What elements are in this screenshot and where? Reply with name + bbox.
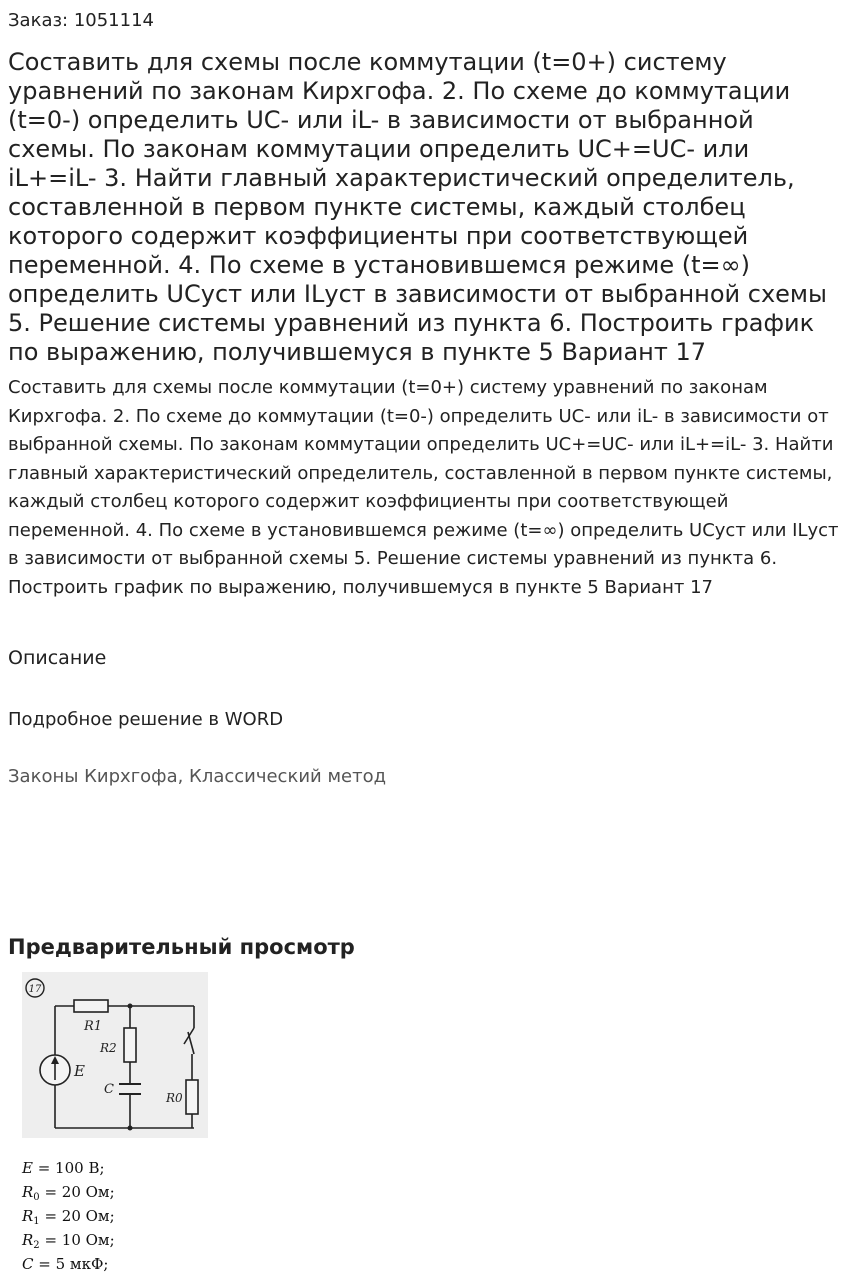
junction-top <box>128 1004 133 1009</box>
parameter-list <box>22 1156 115 1276</box>
voltage-source-label: E <box>74 1062 85 1080</box>
capacitor-label: C <box>104 1082 114 1097</box>
variant-badge-label: 17 <box>28 984 42 995</box>
order-number: Заказ: 1051114 <box>8 10 154 31</box>
diagram-background <box>22 972 208 1138</box>
param-r0: $R_0 = 20$ Ом; <box>22 1183 115 1203</box>
resistor-r2 <box>124 1028 136 1062</box>
task-title: Составить для схемы после коммутации (t=0+) систему уравнений по законам Кирхгофа. 2. По схеме до коммутации (t=0-) определить UC- или iL- в зависимости от выбранной схемы. По законам коммутации определить UC+=UC- или iL+=iL- 3. Найти главный характеристический определитель, составленной в первом пункте системы, каждый столбец которого содержит коэффициенты при соответствующей переменной. 4. По схеме в установившемся режиме (t=∞) определить UCуст или ILуст в зависимости от выбранной схемы 5. Решение системы уравнений из пункта 6. Построить график по выражению, получившемуся в пункте 5 Вариант 17 <box>8 48 827 366</box>
resistor-r1-label: R1 <box>84 1019 103 1034</box>
description-value: Подробное решение в WORD <box>8 709 284 730</box>
param-e: E = 100 В; <box>22 1159 105 1177</box>
param-c: C = 5 мкФ; <box>22 1255 109 1273</box>
circuit-diagram <box>22 972 208 1138</box>
task-description: Составить для схемы после коммутации (t=0+) систему уравнений по законам Кирхгофа. 2. По схеме до коммутации (t=0-) определить UC- или iL- в зависимости от выбранной схемы. По законам коммутации определить UC+=UC- или iL+=iL- 3. Найти главный характеристический определитель, составленной в первом пункте системы, каждый столбец которого содержит коэффициенты при соответствующей переменной. 4. По схеме в установившемся режиме (t=∞) определить UCуст или ILуст в зависимости от выбранной схемы 5. Решение системы уравнений из пункта 6. Построить график по выражению, получившемуся в пункте 5 Вариант 17 <box>8 377 839 598</box>
resistor-r1 <box>74 1000 108 1012</box>
param-r1: $R_1 = 20$ Ом; <box>22 1207 115 1227</box>
description-label: Описание <box>8 647 107 669</box>
preview-heading: Предварительный просмотр <box>8 935 355 959</box>
junction-bottom <box>128 1126 133 1131</box>
resistor-r0 <box>186 1080 198 1114</box>
tags-line: Законы Кирхгофа, Классический метод <box>8 766 387 787</box>
param-r2: $R_2 = 10$ Ом; <box>22 1231 115 1251</box>
resistor-r0-label: R0 <box>166 1091 183 1105</box>
resistor-r2-label: R2 <box>100 1041 117 1055</box>
